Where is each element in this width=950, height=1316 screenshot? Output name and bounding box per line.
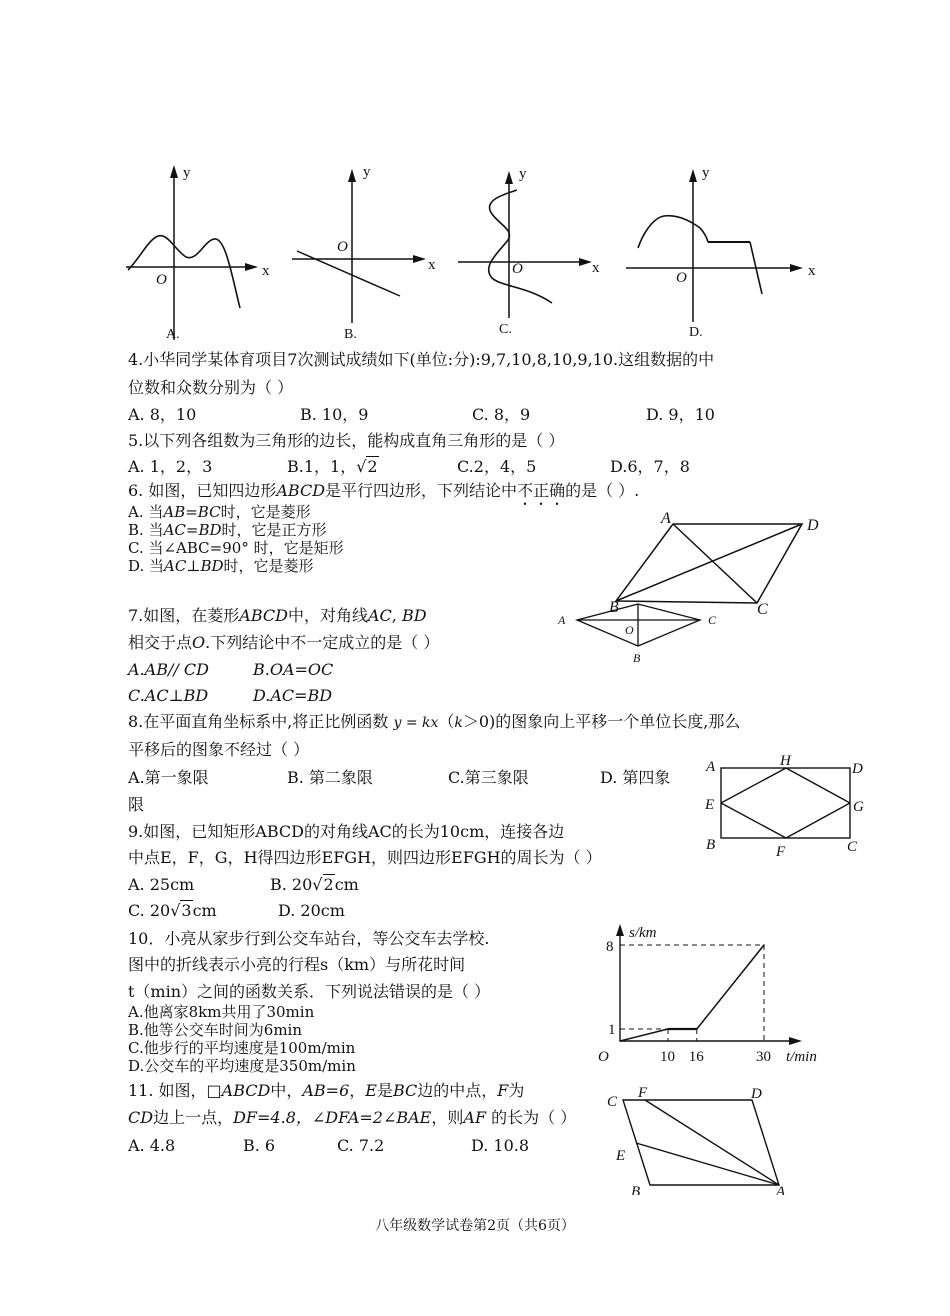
q8-option-d: D. 第四象 (600, 768, 671, 787)
q8-open-paren: （ (438, 712, 455, 731)
q9-label-f: F (776, 844, 786, 860)
q8-cond-k: k (454, 715, 463, 731)
q8-option-d-wrap: 限 (128, 795, 145, 814)
q6-a-cond: AB=BC (163, 503, 221, 521)
q8-option-b: B. 第二象限 (287, 768, 373, 787)
q11-line1-suffix: 边的中点， (417, 1081, 498, 1100)
q6-option-b (128, 522, 327, 539)
q11-line2-end: 的长为（ ） (486, 1108, 577, 1127)
q6-d-result: 时，它是菱形 (223, 557, 314, 575)
chart-series-segment (620, 1029, 668, 1041)
q9-option-b (270, 875, 359, 895)
graph-a-y-label: y (183, 165, 191, 181)
q11-option-d: D. 10.8 (471, 1136, 530, 1155)
q4-stem-line1: 4.小华同学某体育项目7次测试成绩如下(单位:分):9,7,10,8,10,9,10.这组数据的中 (128, 350, 715, 369)
q9-b-suffix: cm (334, 875, 359, 894)
q3-graphs (0, 0, 950, 345)
q11-line2-angle: ，∠DFA=2∠BAE (295, 1108, 432, 1127)
graph-d-y-label: y (702, 165, 710, 181)
q9-c-prefix: C. 20 (128, 901, 171, 920)
graph-b-x-label: x (428, 257, 436, 273)
q7-option-a: A.AB// CD (128, 660, 209, 679)
q8-stem-line2: 平移后的图象不经过（ ） (128, 740, 310, 759)
q11-label-a: A (776, 1184, 786, 1195)
q9-c-radicand: 3 (181, 901, 192, 920)
q8-option-a: A.第一象限 (128, 768, 209, 787)
chart-data-point (667, 1028, 669, 1030)
sqrt-symbol: √2 (312, 875, 334, 894)
q7-line2-prefix: 相交于点 (128, 633, 193, 652)
q6-c-cond: ∠ABC=90° (163, 539, 249, 557)
q11-line1-is: 是 (376, 1081, 393, 1100)
q8-formula: y = kx (393, 715, 439, 731)
q11-line2-df: DF=4.8 (233, 1108, 296, 1127)
q6-stem-suffix: 的是（ ）. (565, 481, 640, 500)
q9-stem-line2: 中点E，F，G，H得四边形EFGH，则四边形EFGH的周长为（ ） (128, 848, 602, 867)
q7-stem-line2 (128, 633, 439, 653)
q9-label-h: H (780, 753, 791, 769)
chart-data-point (619, 1040, 621, 1042)
q6-b-result: 时，它是正方形 (221, 521, 327, 539)
graph-a-x-label: x (262, 263, 270, 279)
q9-option-d: D. 20cm (278, 901, 345, 920)
q9-rectangle-figure (700, 750, 870, 860)
q11-line1-ab: AB=6 (302, 1081, 350, 1100)
chart-series-segment (697, 945, 764, 1029)
q11-option-a: A. 4.8 (128, 1136, 176, 1155)
graph-b-label: B. (344, 327, 357, 342)
q9-label-c: C (847, 839, 858, 855)
q6-b-prefix: B. 当 (128, 521, 164, 539)
q9-c-suffix: cm (192, 901, 217, 920)
q9-b-radicand: 2 (323, 875, 334, 894)
q7-line1-bd: BD (401, 606, 427, 625)
q11-line1-prefix: 11. 如图， (128, 1081, 207, 1100)
q7-label-o: O (625, 623, 634, 637)
chart-data-point (696, 1028, 698, 1030)
q11-line1-e: E (365, 1081, 377, 1100)
page-footer: 八年级数学试卷第2页（共6页） (375, 1218, 575, 1234)
q4-option-d: D. 9，10 (646, 405, 715, 424)
q6-d-prefix: D. 当 (128, 557, 165, 575)
q6-option-c (128, 540, 344, 557)
graph-c-y-label: y (519, 166, 527, 182)
q4-stem-line2: 位数和众数分别为（ ） (128, 378, 294, 397)
q9-b-prefix: B. 20 (270, 875, 313, 894)
graph-a-label: A. (166, 327, 180, 342)
chart-x-axis-label: t/min (786, 1049, 817, 1065)
q10-stem-line3: t（min）之间的函数关系．下列说法错误的是（ ） (128, 982, 491, 1001)
q6-c-prefix: C. 当 (128, 539, 164, 557)
q5-option-a: A. 1，2，3 (128, 457, 213, 476)
q11-line1-bc: BC (392, 1081, 418, 1100)
q8-option-c: C.第三象限 (448, 768, 529, 787)
graph-c-origin: O (512, 261, 523, 277)
q5-sqrt-radicand: 2 (367, 457, 378, 476)
q7-line1-ac: AC (367, 606, 392, 625)
q11-stem-line1 (128, 1081, 524, 1101)
q6-b-cond: AC=BD (163, 521, 222, 539)
q9-option-a: A. 25cm (128, 875, 195, 894)
graph-a (126, 165, 258, 340)
q6-a-result: 时，它是菱形 (220, 503, 311, 521)
q7-stem-line1 (128, 606, 427, 626)
q7-line2-o: O (192, 633, 206, 652)
q9-label-a: A (706, 759, 716, 775)
q10-option-b: B.他等公交车时间为6min (128, 1021, 303, 1039)
q6-stem-abcd: ABCD (276, 481, 326, 500)
q10-option-a: A.他离家8km共用了30min (128, 1003, 315, 1021)
q11-stem-line2 (128, 1108, 576, 1128)
q8-line1-prefix: 8.在平面直角坐标系中,将正比例函数 (128, 712, 389, 731)
chart-y-arrow (616, 924, 624, 936)
chart-x-tick-label: 16 (688, 1049, 704, 1065)
q11-line1-mid: 中， (270, 1081, 303, 1100)
graph-d (626, 169, 803, 322)
chart-y-tick-label: 1 (608, 1022, 616, 1038)
graph-b (292, 169, 426, 323)
q11-line1-f: F (497, 1081, 509, 1100)
chart-data-point (763, 944, 765, 946)
q7-line1-suffix: 中，对角线 (287, 606, 368, 625)
q6-option-a (128, 504, 311, 521)
chart-x-arrow (789, 1037, 802, 1045)
q4-option-c: C. 8，9 (472, 405, 531, 424)
q6-label-d: D (807, 517, 819, 534)
q9-label-d: D (852, 761, 863, 777)
q8-cond-rest: ＞0)的图象向上平移一个单位长度,那么 (462, 712, 741, 731)
graph-d-x-label: x (808, 263, 816, 279)
sqrt-symbol: √3 (170, 901, 192, 920)
q11-line1-comma: ， (349, 1081, 366, 1100)
graph-c (458, 171, 592, 318)
q6-stem-emphasis: 不正确 (517, 481, 566, 500)
q11-line2-then: ，则 (431, 1108, 464, 1127)
q6-label-b: B (609, 599, 619, 616)
graph-d-origin: O (676, 270, 687, 286)
q6-d-cond: AC⊥BD (164, 557, 224, 575)
q7-option-b: B.OA=OC (253, 660, 334, 679)
q9-stem-line1: 9.如图，已知矩形ABCD的对角线AC的长为10cm，连接各边 (128, 822, 565, 841)
q7-line2-suffix: .下列结论中不一定成立的是（ ） (205, 633, 440, 652)
q5-option-b (287, 457, 379, 477)
q11-line1-parallelogram: □ABCD (206, 1081, 271, 1100)
q10-option-c: C.他步行的平均速度是100m/min (128, 1039, 356, 1057)
q4-option-a: A. 8，10 (128, 405, 197, 424)
q9-label-e: E (705, 797, 715, 813)
q6-label-a: A (661, 510, 671, 527)
q5-stem: 5.以下列各组数为三角形的边长，能构成直角三角形的是（ ） (128, 431, 565, 450)
q7-line1-prefix: 7.如图，在菱形 (128, 606, 240, 625)
q7-rhombus-figure (555, 595, 730, 670)
q10-option-d: D.公交车的平均速度是350m/min (128, 1057, 356, 1075)
q7-option-c: C.AC⊥BD (128, 686, 209, 705)
q11-label-e: E (616, 1148, 626, 1164)
q7-line1-gap: , (391, 606, 402, 625)
q9-option-c (128, 901, 217, 921)
q10-distance-time-chart (590, 890, 830, 1070)
q11-label-b: B (631, 1184, 641, 1195)
q7-option-d: D.AC=BD (253, 686, 333, 705)
q5-option-d: D.6，7，8 (610, 457, 690, 476)
q5-option-c: C.2，4，5 (457, 457, 537, 476)
sqrt-symbol: √2 (356, 457, 378, 476)
q9-label-g: G (853, 799, 864, 815)
chart-y-tick-label: 8 (606, 939, 614, 955)
q7-line1-abcd: ABCD (239, 606, 288, 625)
chart-x-tick-label: 10 (660, 1049, 675, 1065)
q7-label-c: C (708, 613, 717, 627)
q8-stem-line1 (128, 712, 740, 733)
q11-option-b: B. 6 (243, 1136, 276, 1155)
q4-option-b: B. 10，9 (300, 405, 369, 424)
q5-option-b-text: B.1，1， (287, 457, 357, 476)
q11-line2-af: AF (463, 1108, 487, 1127)
q11-option-c: C. 7.2 (337, 1136, 385, 1155)
chart-origin-label: O (598, 1049, 609, 1065)
q11-label-d: D (751, 1086, 762, 1102)
q6-c-result: 时，它是矩形 (248, 539, 344, 557)
q11-label-f: F (638, 1085, 648, 1101)
q6-a-prefix: A. 当 (128, 503, 164, 521)
q11-line2-mid: 边上一点， (153, 1108, 234, 1127)
graph-b-y-label: y (363, 164, 371, 180)
q7-label-a: A (558, 613, 566, 627)
q11-line1-end: 为 (508, 1081, 525, 1100)
q11-label-c: C (607, 1094, 618, 1110)
q6-option-d (128, 558, 314, 575)
q6-label-c: C (757, 601, 768, 618)
graph-a-origin: O (156, 272, 167, 288)
q11-line2-cd: CD (128, 1108, 154, 1127)
q6-stem-prefix: 6. 如图，已知四边形 (128, 481, 277, 500)
q10-stem-line2: 图中的折线表示小亮的行程s（km）与所花时间 (128, 955, 466, 974)
graph-b-origin: O (337, 239, 348, 255)
chart-x-tick-label: 30 (756, 1049, 771, 1065)
graph-c-x-label: x (592, 260, 600, 276)
q6-stem-mid: 是平行四边形，下列结论中 (325, 481, 518, 500)
q9-label-b: B (706, 837, 716, 853)
chart-y-axis-label: s/km (629, 925, 657, 941)
graph-c-label: C. (499, 322, 512, 337)
q11-parallelogram-figure (600, 1080, 800, 1195)
q10-stem-line1: 10．小亮从家步行到公交车站台，等公交车去学校. (128, 929, 490, 948)
q7-label-b: B (633, 651, 641, 665)
graph-d-label: D. (689, 325, 703, 340)
